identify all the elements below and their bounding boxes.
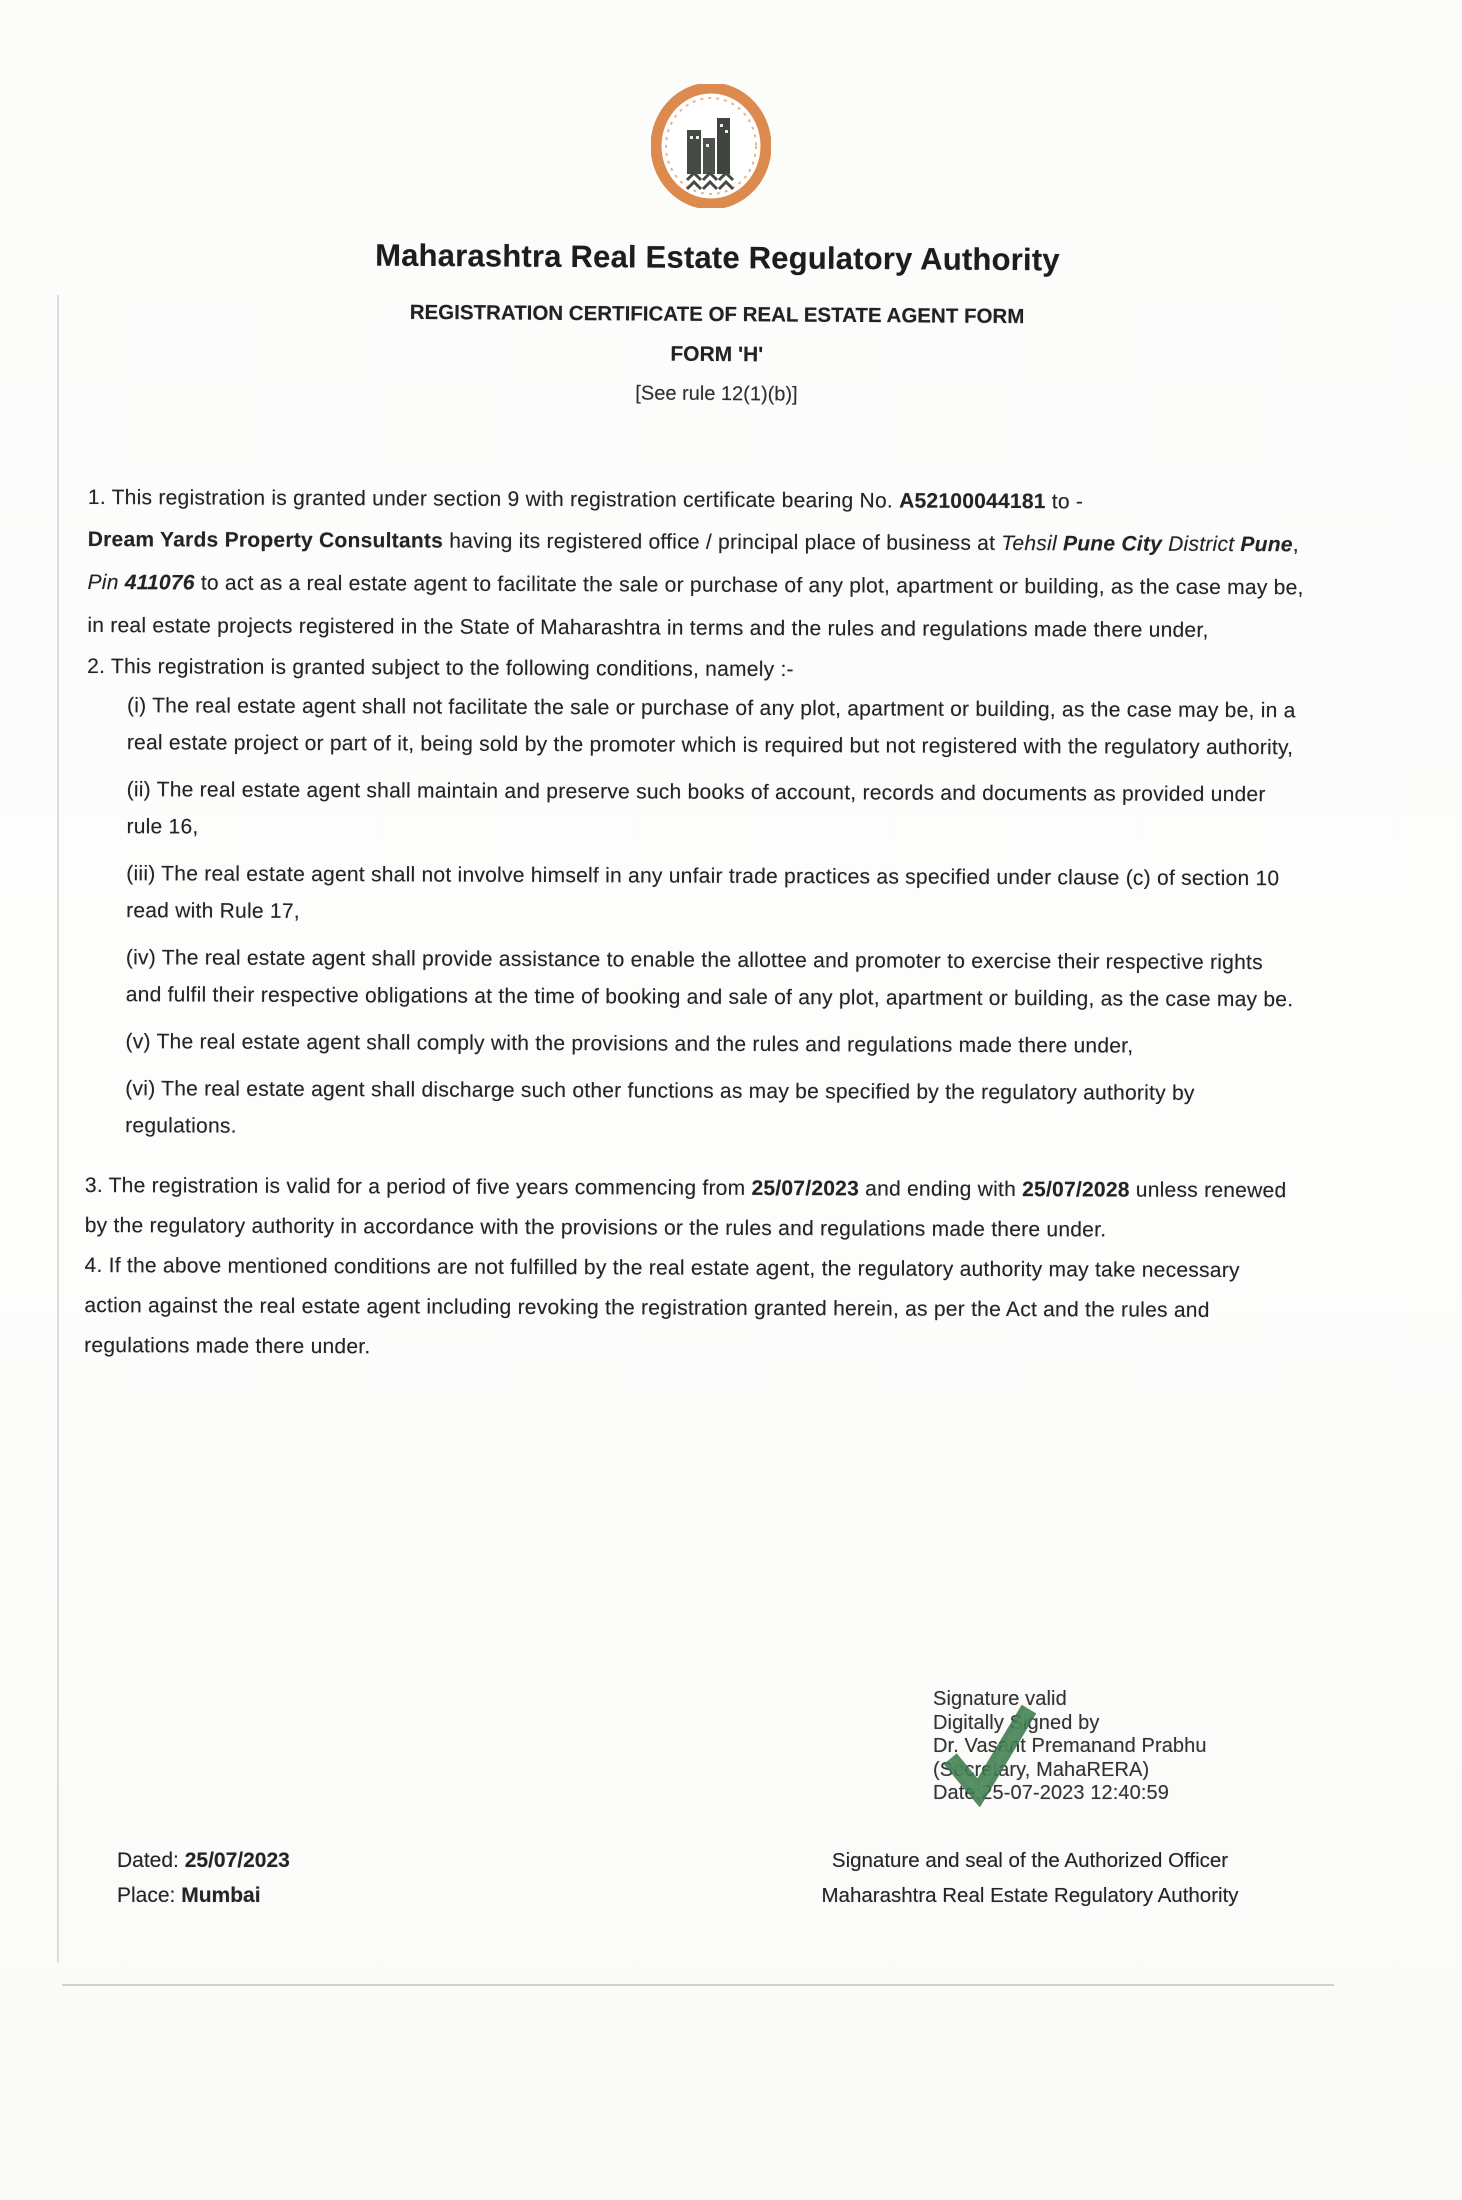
certificate-body [84,478,1306,1371]
condition-item-v: (v) The real estate agent shall comply with the provisions and the rules and regulations made there under, [125,1030,1134,1058]
form-title: FORM 'H' [670,342,764,367]
validity-start-date: 25/07/2023 [751,1176,860,1201]
tehsil-value: Pune City [1062,532,1169,556]
pin-label: Pin [87,570,125,595]
signature-checkmark-icon [931,1698,1050,1810]
place-label: Place: [117,1884,182,1907]
maharera-logo [651,84,771,208]
district-label: District [1168,532,1241,557]
signature-valid-line: Signature valid [933,1688,1067,1710]
scan-edge-bottom-line [62,1984,1334,1986]
tehsil-label: Tehsil [1001,531,1064,556]
authority-name-line: Maharashtra Real Estate Regulatory Authority [821,1884,1239,1907]
district-separator: , [1292,533,1299,557]
place-row [117,1878,290,1913]
agent-after-name: having its registered office / principal place of business at [443,529,1002,555]
clause-2: 2. This registration is granted subject to the following conditions, namely :- [87,654,794,682]
document-header [0,235,1449,411]
clause-3 [85,1166,1303,1251]
clause-1-tail: to - [1045,490,1084,514]
validity-end-date: 25/07/2028 [1022,1178,1130,1202]
conditions-list [85,687,1305,1149]
clause-4: 4. If the above mentioned conditions are not fulfilled by the real estate agent, the regulatory authority may take necessary action against the real estate agent including revoking the registration granted herein, as per the Act and the rules and regulations made there under. [84,1253,1240,1359]
condition-item-vi: (vi) The real estate agent shall discharge such other functions as may be specified by the regulatory authority by regulations. [125,1077,1195,1138]
clause-1 [88,478,1306,523]
maharera-logo-icon [651,84,771,208]
agent-tail: to act as a real estate agent to facilitate the sale or purchase of any plot, apartment or building, as the case may be, in real estate projects registered in the State of Maharashtra in terms and the rules and regulations made there under, [87,571,1304,642]
digitally-signed-line: Digitally Signed by [933,1711,1100,1734]
signer-name: Dr. Vasant Premanand Prabhu [933,1735,1207,1757]
scan-edge-vertical-line [57,295,59,1963]
pin-value: 411076 [124,571,195,595]
footer-right-block [790,1843,1270,1913]
rule-reference: [See rule 12(1)(b)] [635,382,798,406]
place-value: Mumbai [181,1884,261,1907]
footer-left-block [117,1843,290,1913]
dated-row [117,1843,290,1878]
clause-3-middle: and ending with [859,1177,1023,1202]
agent-name: Dream Yards Property Consultants [87,527,444,553]
dated-value: 25/07/2023 [184,1849,290,1872]
registration-number: A52100044181 [899,489,1046,514]
clause-3-text: 3. The registration is valid for a period of five years commencing from [84,1173,752,1200]
condition-item-iii: (iii) The real estate agent shall not involve himself in any unfair trade practices as specified under clause (c) of section 10 read with Rule 17, [126,862,1280,923]
signature-date-line: Date:25-07-2023 12:40:59 [933,1782,1169,1804]
signer-role: (Secretary, MahaRERA) [933,1758,1150,1781]
condition-item-i: (i) The real estate agent shall not facilitate the sale or purchase of any plot, apartment or building, as the case may be, in a real estate project or part of it, being sold by the promoter which is required but not registered with the regulatory authority, [126,694,1296,760]
condition-item-iv: (iv) The real estate agent shall provide assistance to enable the allottee and promoter to exercise their respective rights and fulfil their respective obligations at the time of booking and sale of any plot, apartment or building, as the case may be. [125,946,1294,1012]
clause-3-tail: unless renewed by the regulatory authority in accordance with the provisions or the rules and regulations made there under. [84,1178,1287,1242]
certificate-title: REGISTRATION CERTIFICATE OF REAL ESTATE AGENT FORM [409,300,1025,329]
condition-item-ii: (ii) The real estate agent shall maintain and preserve such books of account, records and documents as provided under rule 16, [126,778,1266,839]
clause-1-text: 1. This registration is granted under section 9 with registration certificate bearing No. [87,485,900,513]
agent-paragraph [87,518,1306,652]
dated-label: Dated: [117,1849,185,1872]
district-value: Pune [1240,533,1293,557]
authorized-officer-line: Signature and seal of the Authorized Officer [831,1849,1229,1872]
authority-title: Maharashtra Real Estate Regulatory Authority [375,237,1060,278]
